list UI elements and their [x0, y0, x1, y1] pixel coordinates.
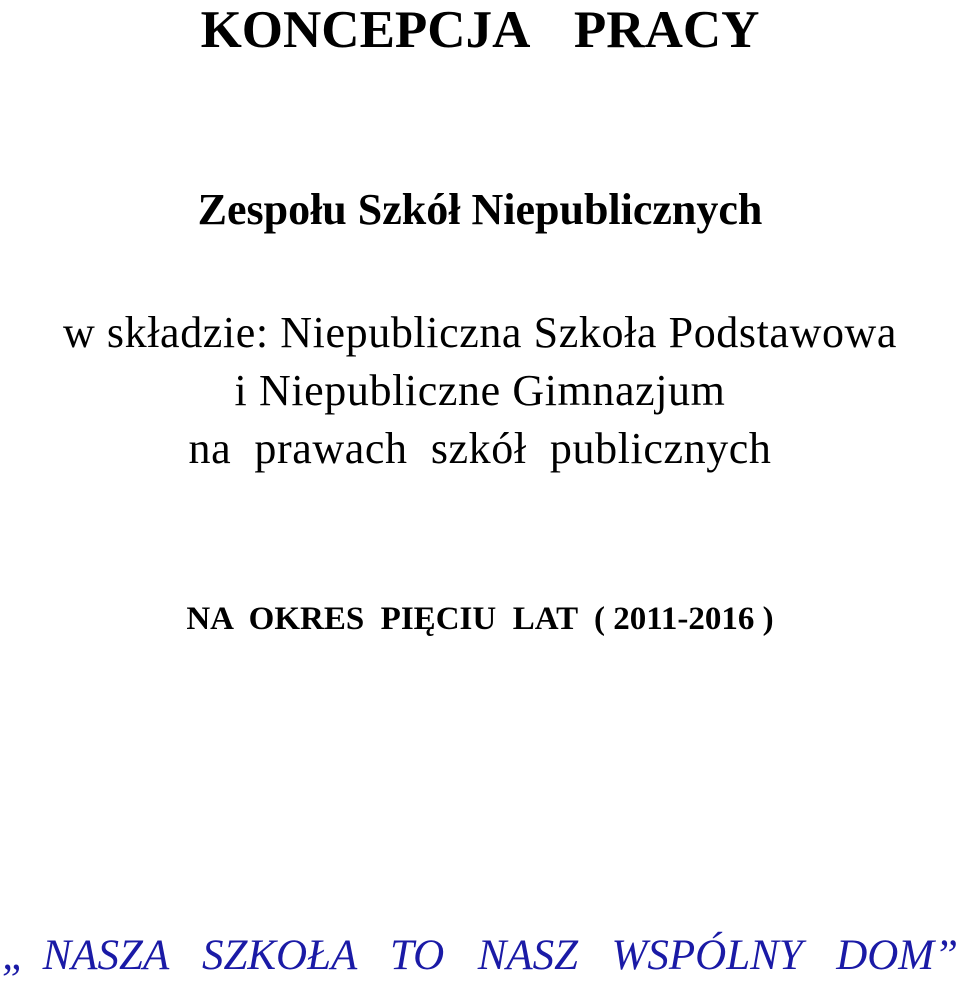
school-name: Zespołu Szkół Niepublicznych	[197, 185, 763, 234]
composition-line: na prawach szkół publicznych	[188, 424, 772, 473]
composition-line: i Niepubliczne Gimnazjum	[234, 366, 726, 415]
composition-line: w składzie: Niepubliczna Szkoła Podstawowa	[62, 308, 898, 357]
motto: „ NASZA SZKOŁA TO NASZ WSPÓLNY DOM”	[1, 932, 959, 979]
document-title: KONCEPCJA PRACY	[200, 1, 760, 59]
period-heading: NA OKRES PIĘCIU LAT ( 2011-2016 )	[186, 601, 774, 637]
